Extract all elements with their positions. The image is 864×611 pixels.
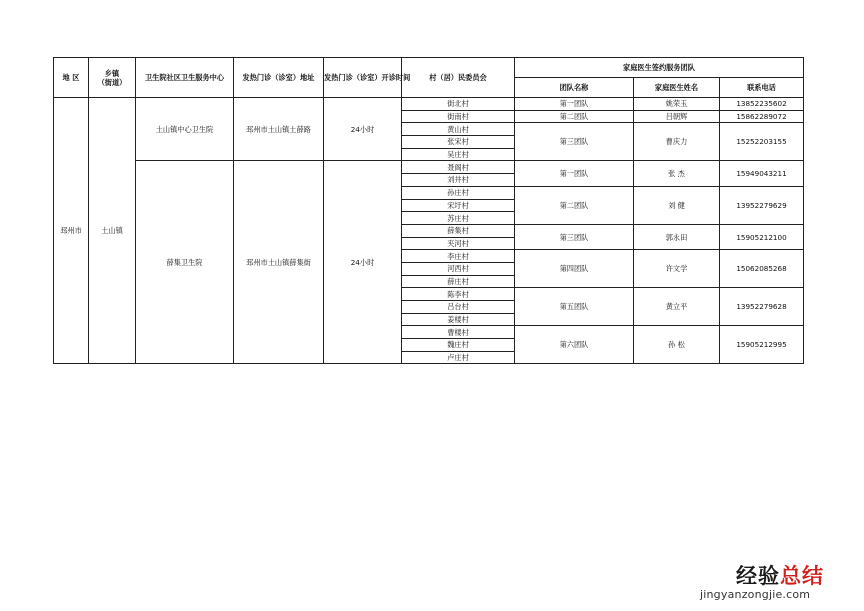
cell-village: 苏庄村 [402,212,515,225]
cell-doctor-name: 黄立平 [634,288,720,326]
cell-team-name: 第二团队 [515,186,634,224]
header-doctor-name: 家庭医生姓名 [634,78,720,98]
cell-team-name: 第一团队 [515,161,634,186]
cell-village: 孙庄村 [402,186,515,199]
cell-team-name: 第三团队 [515,224,634,249]
cell-village: 街北村 [402,98,515,111]
cell-phone: 15862289072 [720,110,804,123]
cell-village: 薛庄村 [402,275,515,288]
cell-phone: 13952279629 [720,186,804,224]
cell-team-name: 第四团队 [515,250,634,288]
header-clinic-address: 发热门诊（诊室）地址 [234,58,324,98]
cell-team-name: 第三团队 [515,123,634,161]
cell-village: 夹河村 [402,237,515,250]
header-town: 乡镇 （街道） [89,58,136,98]
cell-village: 薛集村 [402,224,515,237]
cell-team-name: 第五团队 [515,288,634,326]
watermark-cn-part2: 总结 [780,564,824,588]
watermark [700,560,860,608]
header-hospital: 卫生院社区卫生服务中心 [136,58,234,98]
cell-village: 卢庄村 [402,351,515,364]
cell-phone: 13952279628 [720,288,804,326]
cell-town: 土山镇 [89,98,136,364]
cell-village: 曹楼村 [402,326,515,339]
cell-village: 姜楼村 [402,313,515,326]
cell-team-name: 第二团队 [515,110,634,123]
header-team-name: 团队名称 [515,78,634,98]
header-team-group: 家庭医生签约服务团队 [515,58,804,78]
watermark-logo-text [736,560,824,590]
cell-village: 魏庄村 [402,339,515,352]
cell-doctor-name: 吕朝辉 [634,110,720,123]
cell-institution-address: 邳州市土山镇薛集街 [234,161,324,364]
cell-area: 邳州市 [54,98,89,364]
header-village: 村（居）民委员会 [402,58,515,98]
cell-village: 宋圩村 [402,199,515,212]
cell-institution-address: 邳州市土山镇土薛路 [234,98,324,161]
cell-village: 街南村 [402,110,515,123]
cell-village: 河西村 [402,262,515,275]
clinic-contact-table [53,57,804,364]
cell-team-name: 第一团队 [515,98,634,111]
cell-village: 李庄村 [402,250,515,263]
cell-village: 刘井村 [402,174,515,187]
cell-team-name: 第六团队 [515,326,634,364]
cell-phone: 15252203155 [720,123,804,161]
cell-institution-name: 土山镇中心卫生院 [136,98,234,161]
cell-doctor-name: 孙 松 [634,326,720,364]
cell-phone: 15905212100 [720,224,804,249]
cell-doctor-name: 许文学 [634,250,720,288]
cell-village: 陈李村 [402,288,515,301]
cell-doctor-name: 曹庆力 [634,123,720,161]
cell-institution-name: 薛集卫生院 [136,161,234,364]
watermark-url: jingyanzongjie.com [700,588,811,601]
cell-village: 聂阁村 [402,161,515,174]
cell-doctor-name: 姚荣玉 [634,98,720,111]
watermark-cn-part1: 经验 [736,564,780,588]
cell-village: 吴庄村 [402,148,515,161]
cell-doctor-name: 张 杰 [634,161,720,186]
cell-doctor-name: 郭永田 [634,224,720,249]
cell-phone: 15062085268 [720,250,804,288]
cell-village: 吕台村 [402,301,515,314]
cell-doctor-name: 刘 健 [634,186,720,224]
header-phone: 联系电话 [720,78,804,98]
header-area: 地 区 [54,58,89,98]
cell-phone: 15905212995 [720,326,804,364]
cell-phone: 13852235602 [720,98,804,111]
cell-institution-hours: 24小时 [324,98,402,161]
cell-phone: 15949043211 [720,161,804,186]
cell-village: 张宋村 [402,136,515,149]
header-clinic-hours: 发热门诊（诊室）开诊时间 [324,58,402,98]
cell-village: 黄山村 [402,123,515,136]
cell-institution-hours: 24小时 [324,161,402,364]
